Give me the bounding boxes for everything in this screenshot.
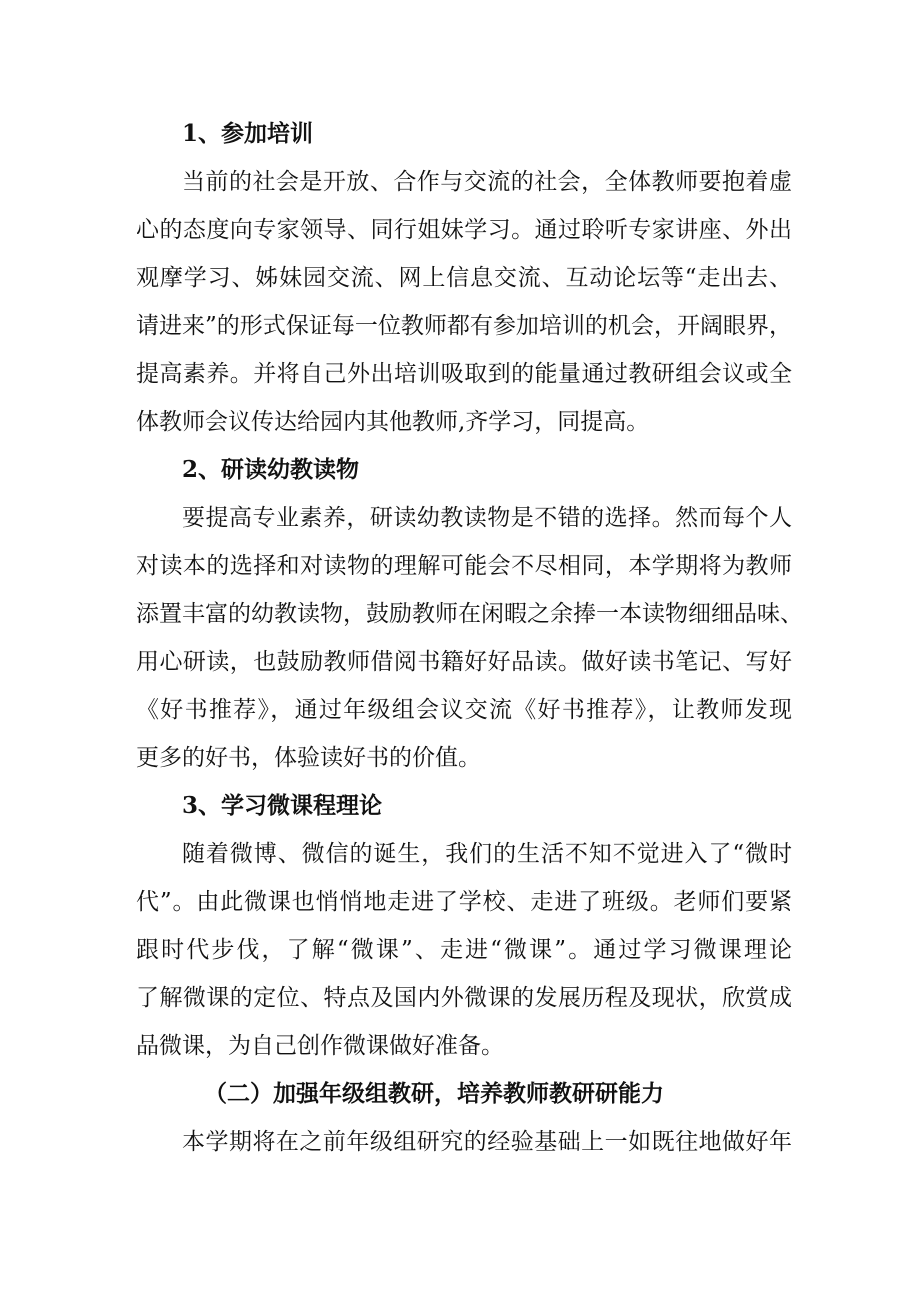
paragraph-line: 随着微博、微信的诞生，我们的生活不知不觉进入了“微时	[182, 841, 792, 867]
paragraph	[136, 158, 792, 446]
paragraph-line: 更多的好书，体验读好书的价值。	[136, 745, 481, 771]
paragraph-line: 当前的社会是开放、合作与交流的社会，全体教师要抱着虚	[182, 169, 792, 195]
paragraph-line: 对读本的选择和对读物的理解可能会不尽相同，本学期将为教师	[136, 553, 792, 579]
section-heading: （二）加强年级组教研，培养教师教研研能力	[204, 1080, 664, 1107]
paragraph-line: 提高素养。并将自己外出培训吸取到的能量通过教研组会议或全	[136, 361, 792, 387]
paragraph-line: 《好书推荐》，通过年级组会议交流《好书推荐》，让教师发现	[136, 697, 792, 723]
paragraph-line: 心的态度向专家领导、同行姐妹学习。通过聆听专家讲座、外出	[136, 217, 792, 243]
paragraph-line: 跟时代步伐，了解“微课”、走进“微课”。通过学习微课理论	[136, 937, 792, 963]
document-body	[136, 110, 803, 1166]
paragraph-line: 观摩学习、姊妹园交流、网上信息交流、互动论坛等“走出去、	[136, 265, 792, 291]
paragraph-line: 请进来”的形式保证每一位教师都有参加培训的机会，开阔眼界，	[136, 313, 792, 339]
subsection-heading: 1、参加培训	[182, 120, 314, 147]
paragraph-line: 代”。由此微课也悄悄地走进了学校、走进了班级。老师们要紧	[136, 889, 792, 915]
paragraph-line: 用心研读，也鼓励教师借阅书籍好好品读。做好读书笔记、写好	[136, 649, 792, 675]
paragraph-line: 添置丰富的幼教读物，鼓励教师在闲暇之余捧一本读物细细品味、	[136, 601, 803, 627]
paragraph-line: 了解微课的定位、特点及国内外微课的发展历程及现状，欣赏成	[136, 985, 792, 1011]
paragraph-line: 体教师会议传达给园内其他教师,齐学习，同提高。	[136, 409, 650, 435]
paragraph-line: 本学期将在之前年级组研究的经验基础上一如既往地做好年	[182, 1129, 792, 1155]
paragraph-line: 品微课，为自己创作微课做好准备。	[136, 1033, 504, 1059]
subsection-heading: 3、学习微课程理论	[182, 792, 383, 819]
subsection-heading: 2、研读幼教读物	[182, 456, 360, 483]
paragraph-line: 要提高专业素养，研读幼教读物是不错的选择。然而每个人	[182, 505, 792, 531]
paragraph	[136, 1118, 792, 1166]
paragraph	[136, 494, 803, 782]
paragraph	[136, 830, 792, 1070]
